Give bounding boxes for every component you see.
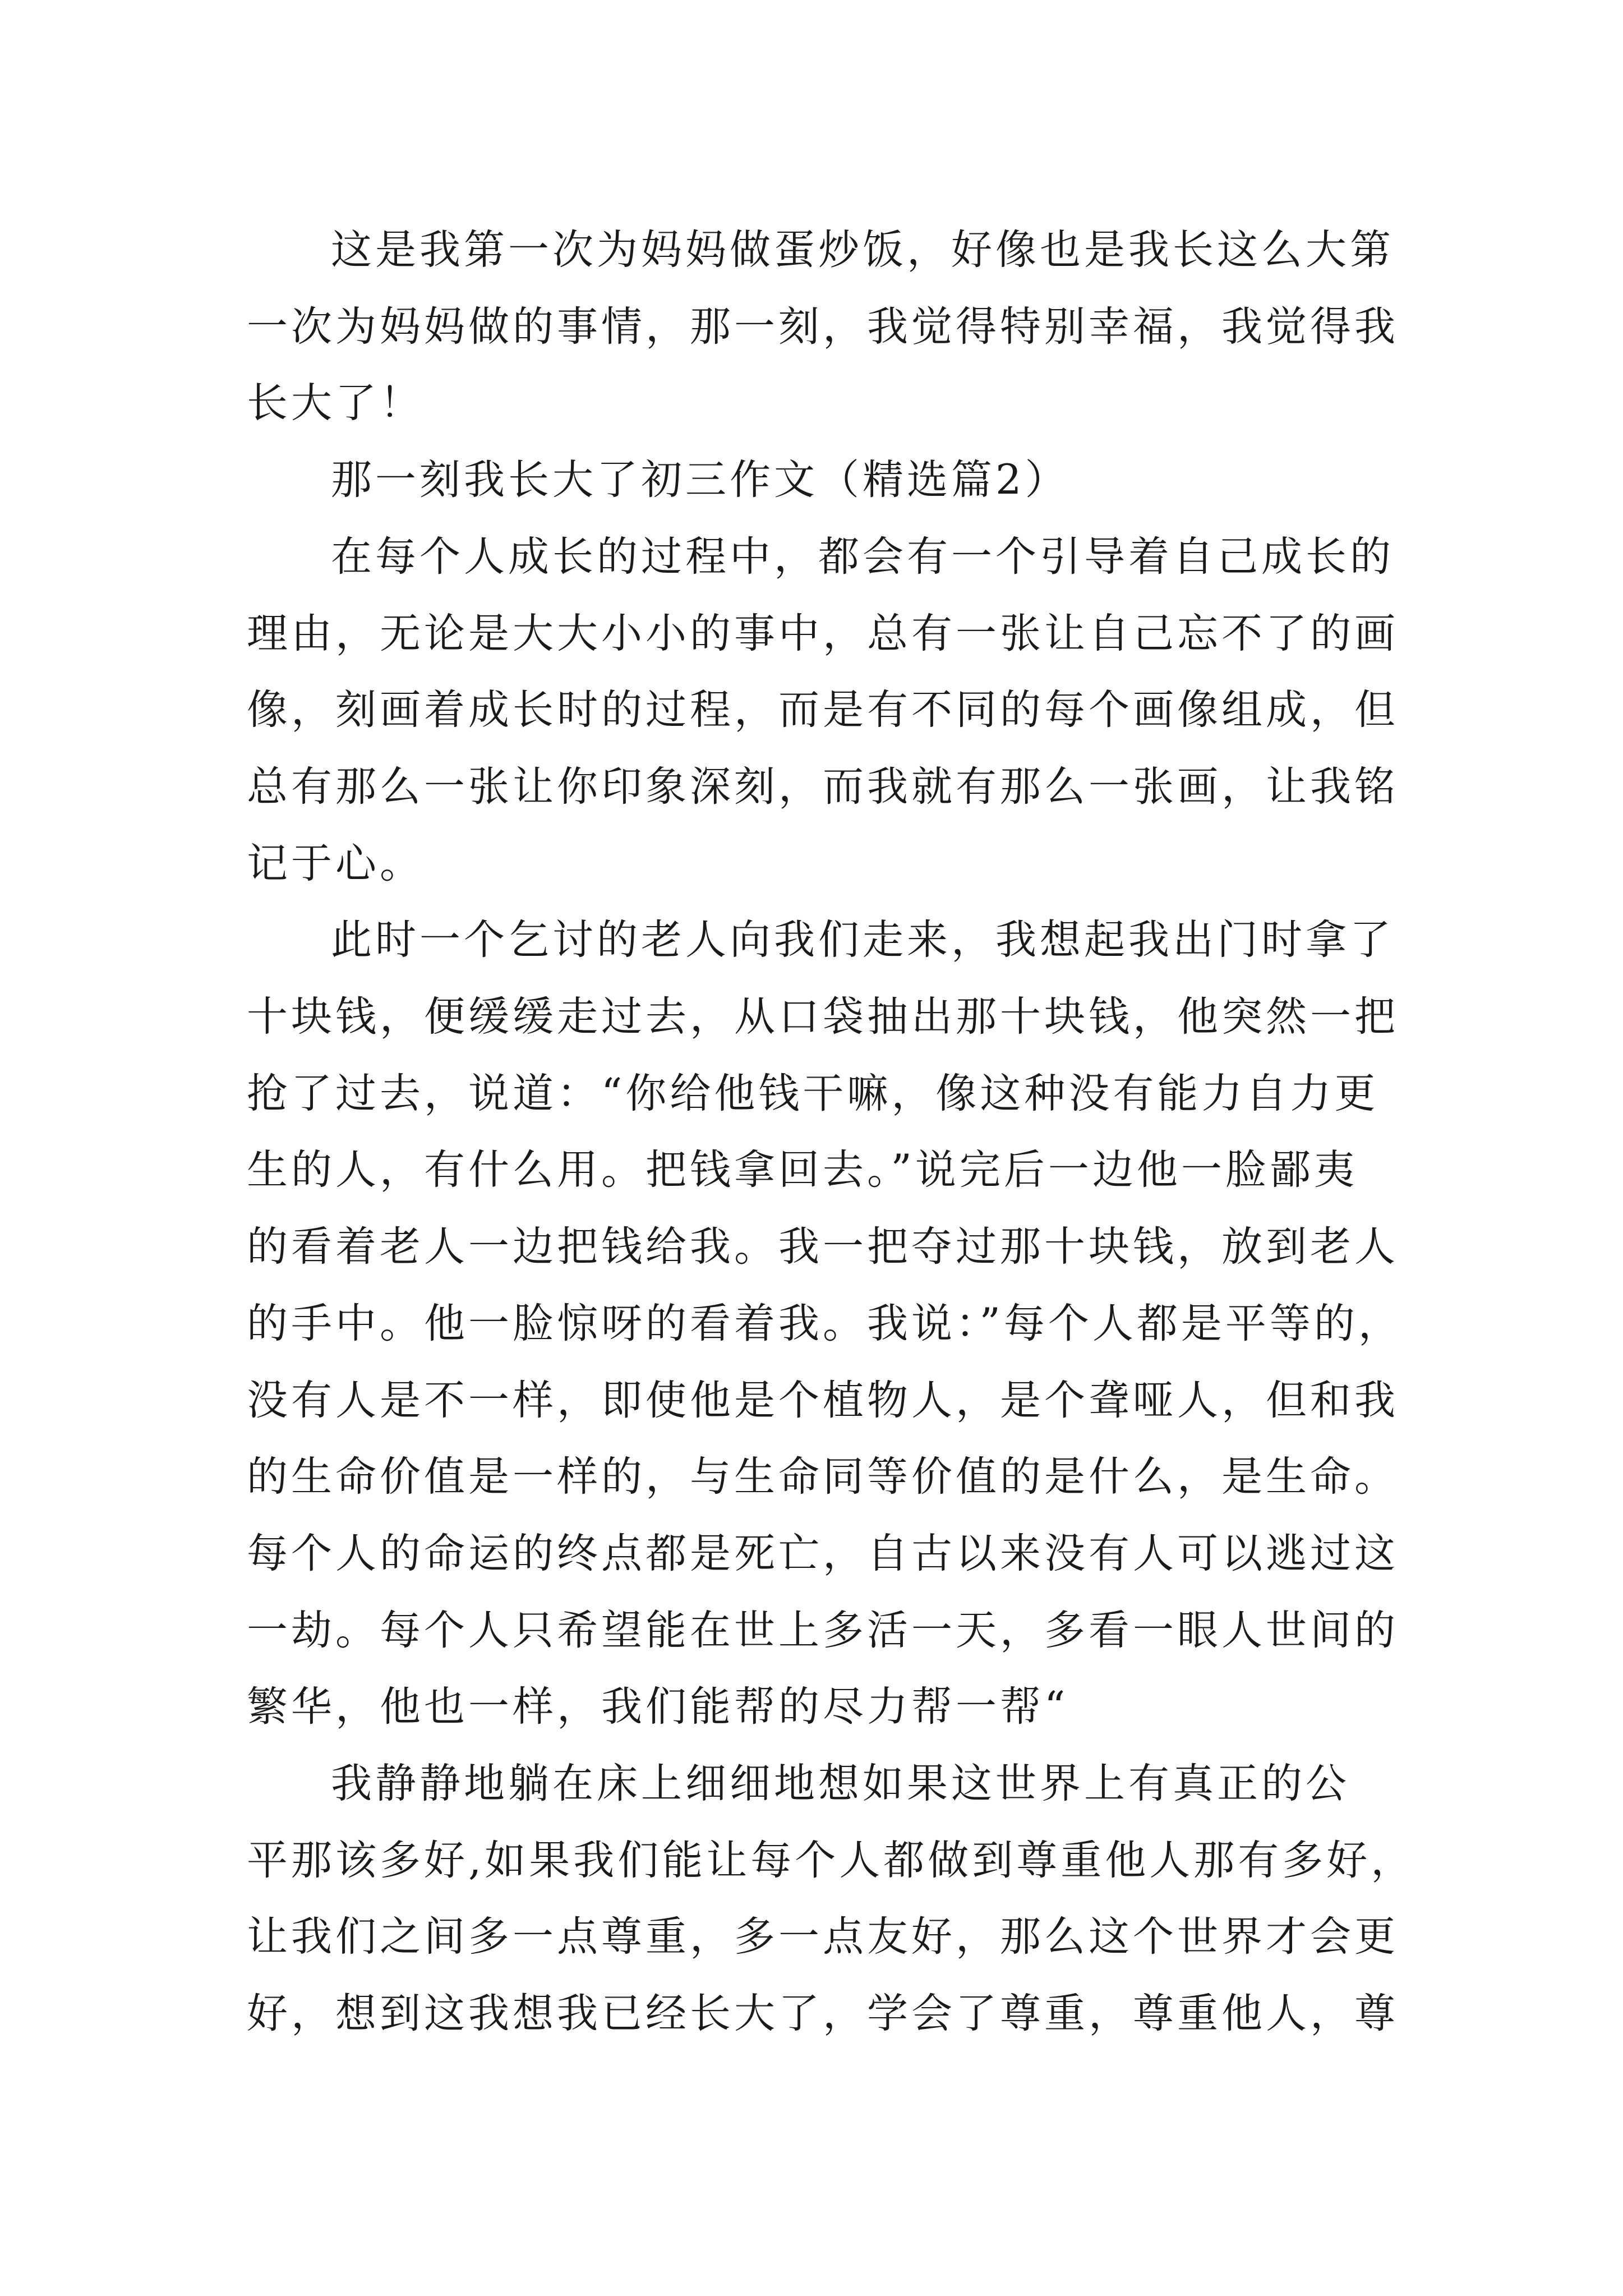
text-line: 十块钱，便缓缓走过去，从口袋抽出那十块钱，他突然一把 bbox=[247, 993, 1399, 1041]
text-line: 的看着老人一边把钱给我。我一把夺过那十块钱，放到老人 bbox=[247, 1223, 1399, 1271]
document-body bbox=[247, 212, 1415, 2053]
text-line: 像，刻画着成长时的过程，而是有不同的每个画像组成，但 bbox=[247, 686, 1399, 734]
text-line: 平那该多好,如果我们能让每个人都做到尊重他人那有多好， bbox=[247, 1836, 1415, 1884]
text-line: 好，想到这我想我已经长大了，学会了尊重，尊重他人，尊 bbox=[247, 1990, 1399, 2038]
text-line: 我静静地躺在床上细细地想如果这世界上有真正的公 bbox=[331, 1760, 1350, 1808]
text-line: 生的人，有什么用。把钱拿回去。”说完后一边他一脸鄙夷 bbox=[247, 1146, 1358, 1194]
heading-text: 那一刻我长大了初三作文（精选篇2） bbox=[331, 456, 1069, 504]
text-line: 理由，无论是大大小小的事中，总有一张让自己忘不了的画 bbox=[247, 609, 1399, 657]
text-line: 一劫。每个人只希望能在世上多活一天，多看一眼人世间的 bbox=[247, 1606, 1399, 1654]
paragraph-3 bbox=[247, 902, 1403, 1746]
text-line: 每个人的命运的终点都是死亡，自古以来没有人可以逃过这 bbox=[247, 1529, 1399, 1577]
text-line: 的手中。他一脸惊呀的看着我。我说：”每个人都是平等的， bbox=[247, 1299, 1403, 1347]
paragraph-2 bbox=[247, 519, 1399, 903]
text-line: 繁华，他也一样，我们能帮的尽力帮一帮“ bbox=[247, 1683, 1069, 1731]
text-line: 没有人是不一样，即使他是个植物人，是个聋哑人，但和我 bbox=[247, 1376, 1399, 1424]
text-line: 在每个人成长的过程中，都会有一个引导着自己成长的 bbox=[331, 532, 1394, 581]
text-line: 此时一个乞讨的老人向我们走来，我想起我出门时拿了 bbox=[331, 916, 1394, 964]
text-line: 的生命价值是一样的，与生命同等价值的是什么，是生命。 bbox=[247, 1453, 1399, 1501]
text-line: 总有那么一张让你印象深刻，而我就有那么一张画，让我铭 bbox=[247, 762, 1399, 811]
paragraph-1 bbox=[247, 212, 1399, 442]
text-line: 记于心。 bbox=[247, 839, 424, 887]
text-line: 长大了！ bbox=[247, 379, 424, 427]
section-heading bbox=[247, 442, 1391, 519]
text-line: 抢了过去，说道：“你给他钱干嘛，像这种没有能力自力更 bbox=[247, 1069, 1379, 1117]
text-line: 这是我第一次为妈妈做蛋炒饭，好像也是我长这么大第 bbox=[331, 226, 1394, 274]
paragraph-4 bbox=[247, 1746, 1415, 2053]
text-line: 让我们之间多一点尊重，多一点友好，那么这个世界才会更 bbox=[247, 1913, 1399, 1961]
text-line: 一次为妈妈做的事情，那一刻，我觉得特别幸福，我觉得我 bbox=[247, 302, 1399, 351]
